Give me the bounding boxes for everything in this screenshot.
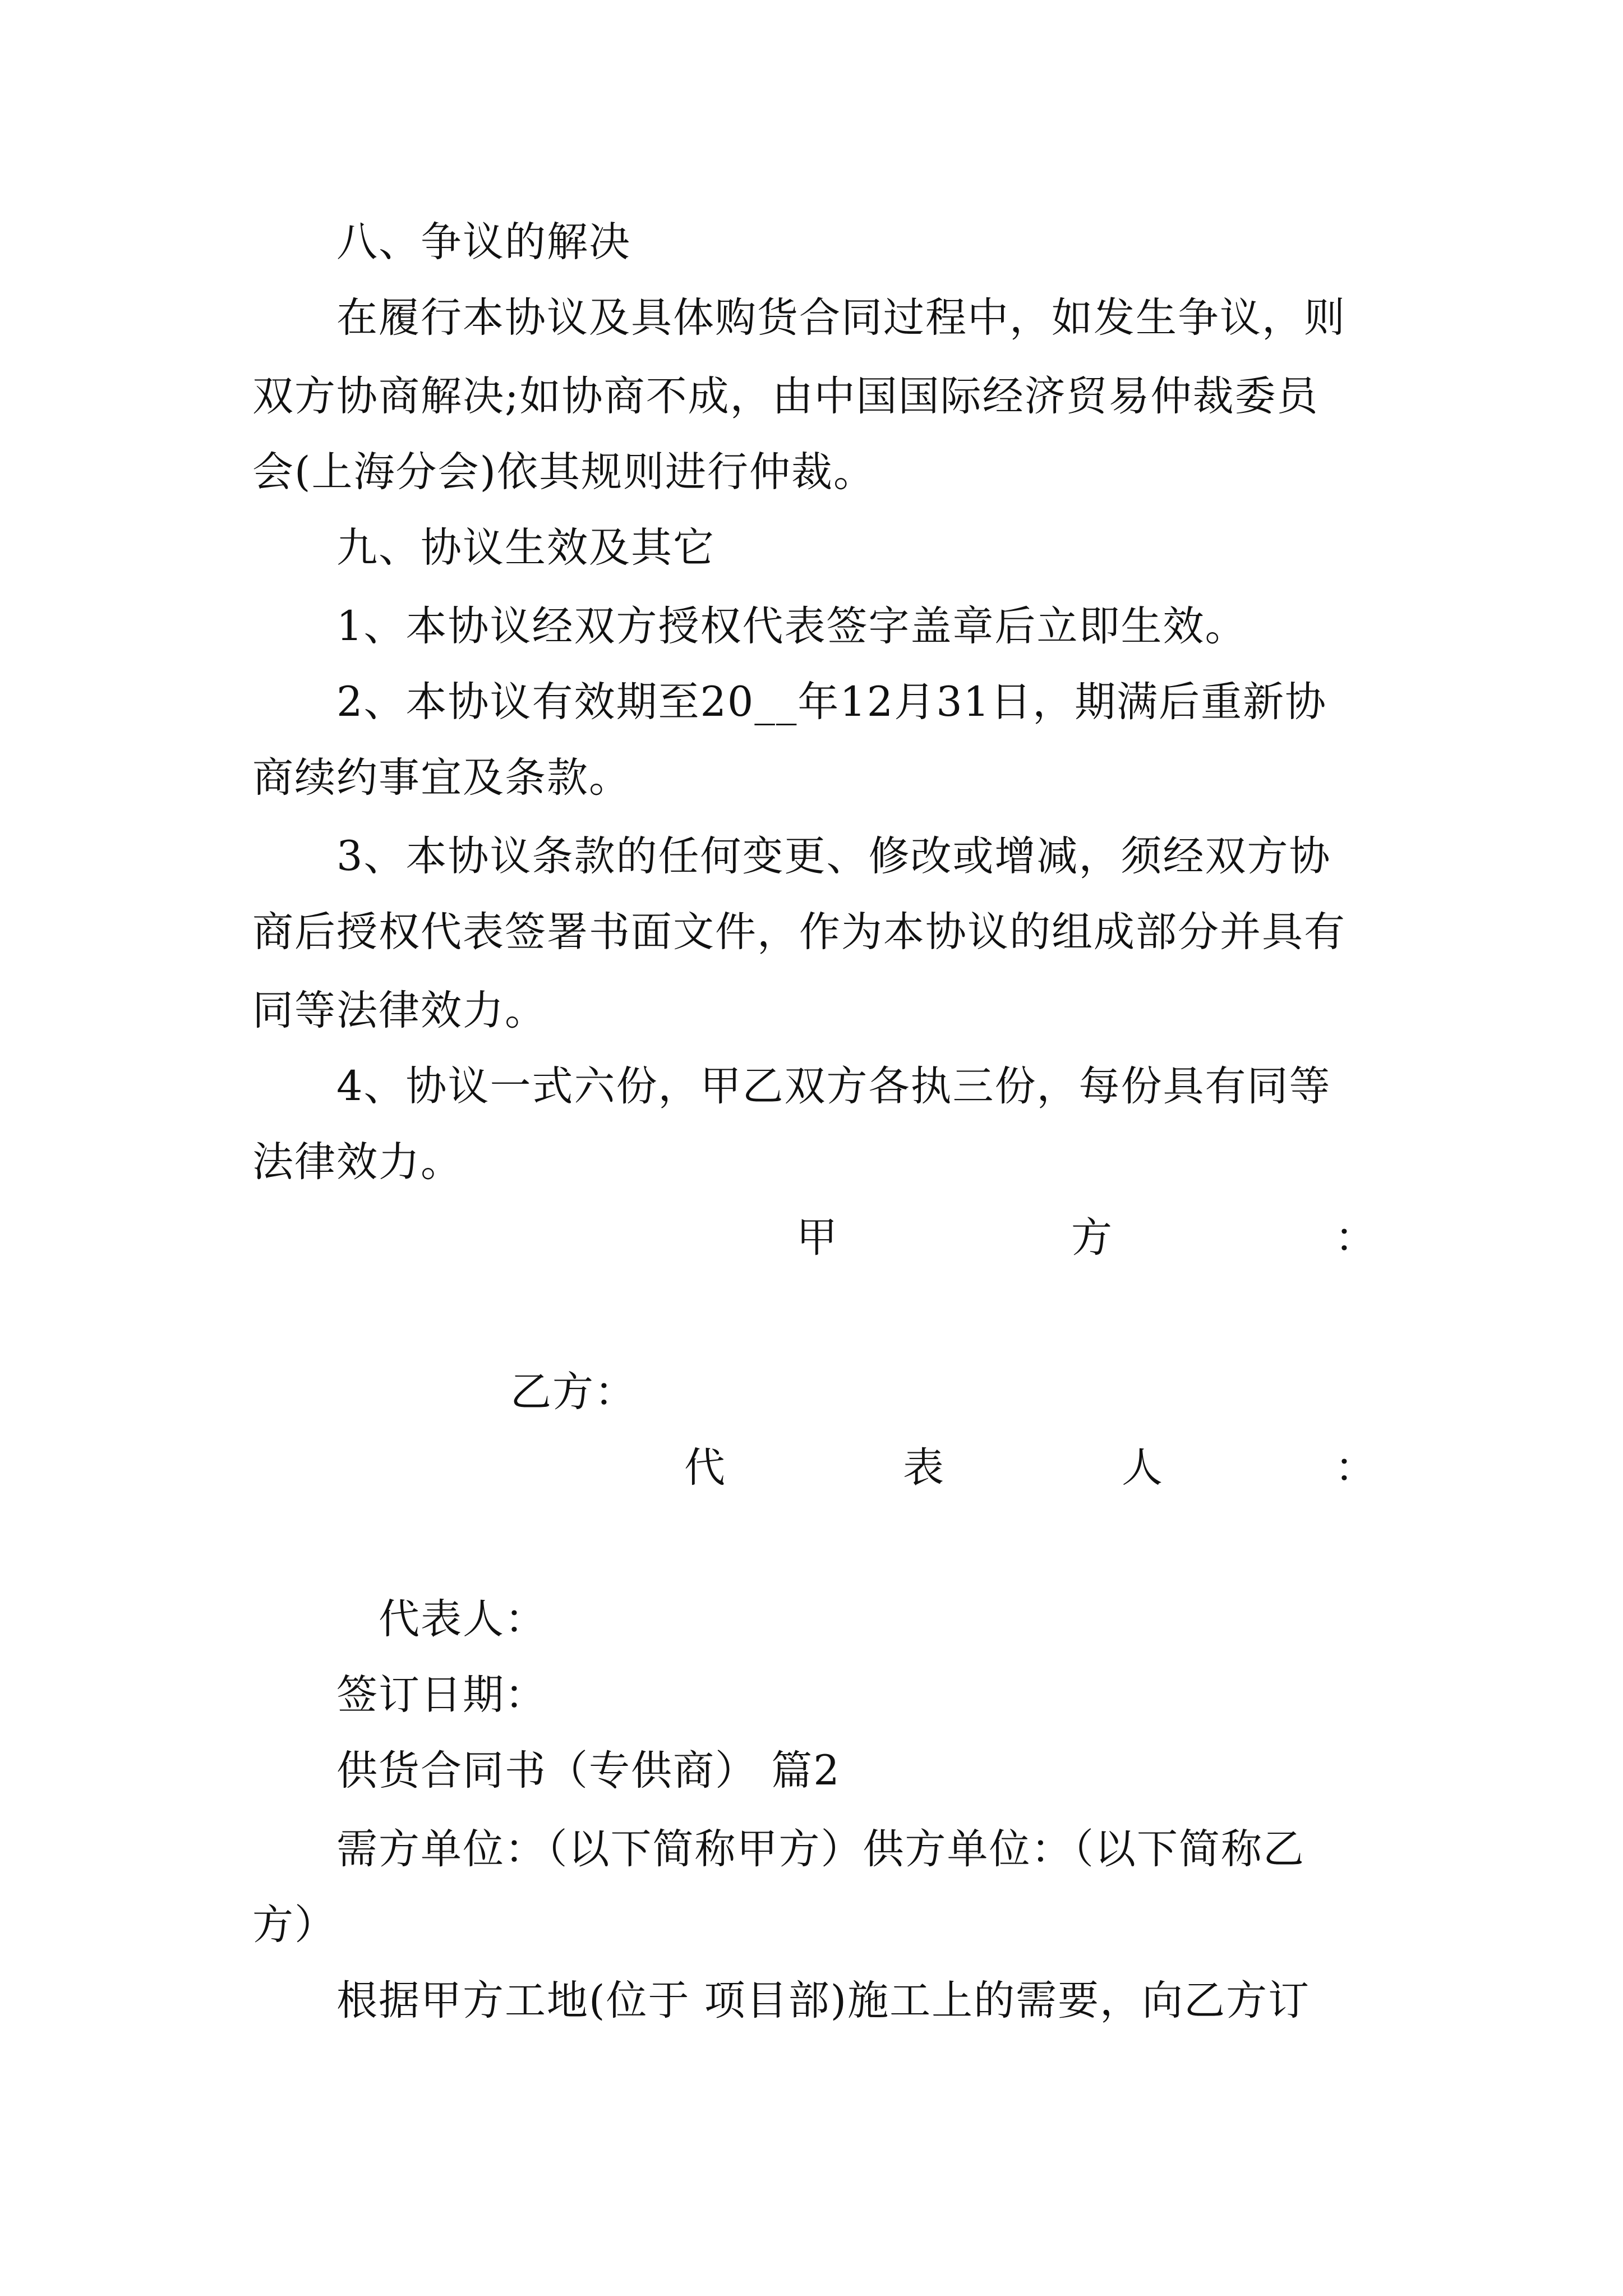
paragraph-line: 双方协商解决;如协商不成，由中国国际经济贸易仲裁委员 [252,372,1319,420]
clause-3-line: 3、本协议条款的任何变更、修改或增减，须经双方协 [336,832,1331,880]
clause-4-line: 4、协议一式六份，甲乙双方各执三份，每份具有同等 [336,1062,1331,1110]
sign-date-label: 签订日期： [336,1671,547,1719]
contract-line: 需方单位：（以下简称甲方）供方单位：（以下简称乙 [336,1825,1305,1873]
rep-char: 人 [1122,1444,1163,1492]
representative-label: 代表人： [379,1595,547,1643]
clause-1: 1、本协议经双方授权代表签字盖章后立即生效。 [336,602,1247,650]
party-b-signature: 乙方： [510,1368,637,1416]
contract-title: 供货合同书（专供商） 篇2 [336,1747,841,1795]
clause-3-line: 同等法律效力。 [252,987,547,1034]
section-8-heading: 八、争议的解决 [336,218,631,266]
rep-colon: ： [1335,1444,1376,1492]
clause-4-line: 法律效力。 [252,1138,463,1186]
rep-char: 代 [684,1444,725,1492]
section-9-heading: 九、协议生效及其它 [336,524,715,572]
clause-2-line: 商续约事宜及条款。 [252,754,631,802]
contract-line: 方） [252,1901,336,1949]
party-a-char: 甲 [796,1214,837,1262]
contract-line: 根据甲方工地(位于 项目部)施工上的需要，向乙方订 [336,1977,1311,2024]
paragraph-line: 会(上海分会)依其规则进行仲裁。 [252,448,875,496]
clause-2-line: 2、本协议有效期至20__年12月31日，期满后重新协 [336,678,1327,726]
party-a-colon: ： [1335,1214,1376,1262]
paragraph-line: 在履行本协议及具体购货合同过程中，如发生争议，则 [336,294,1346,342]
clause-3-line: 商后授权代表签署书面文件，作为本协议的组成部分并具有 [252,908,1346,956]
rep-char: 表 [903,1444,944,1492]
party-a-char: 方 [1071,1214,1112,1262]
